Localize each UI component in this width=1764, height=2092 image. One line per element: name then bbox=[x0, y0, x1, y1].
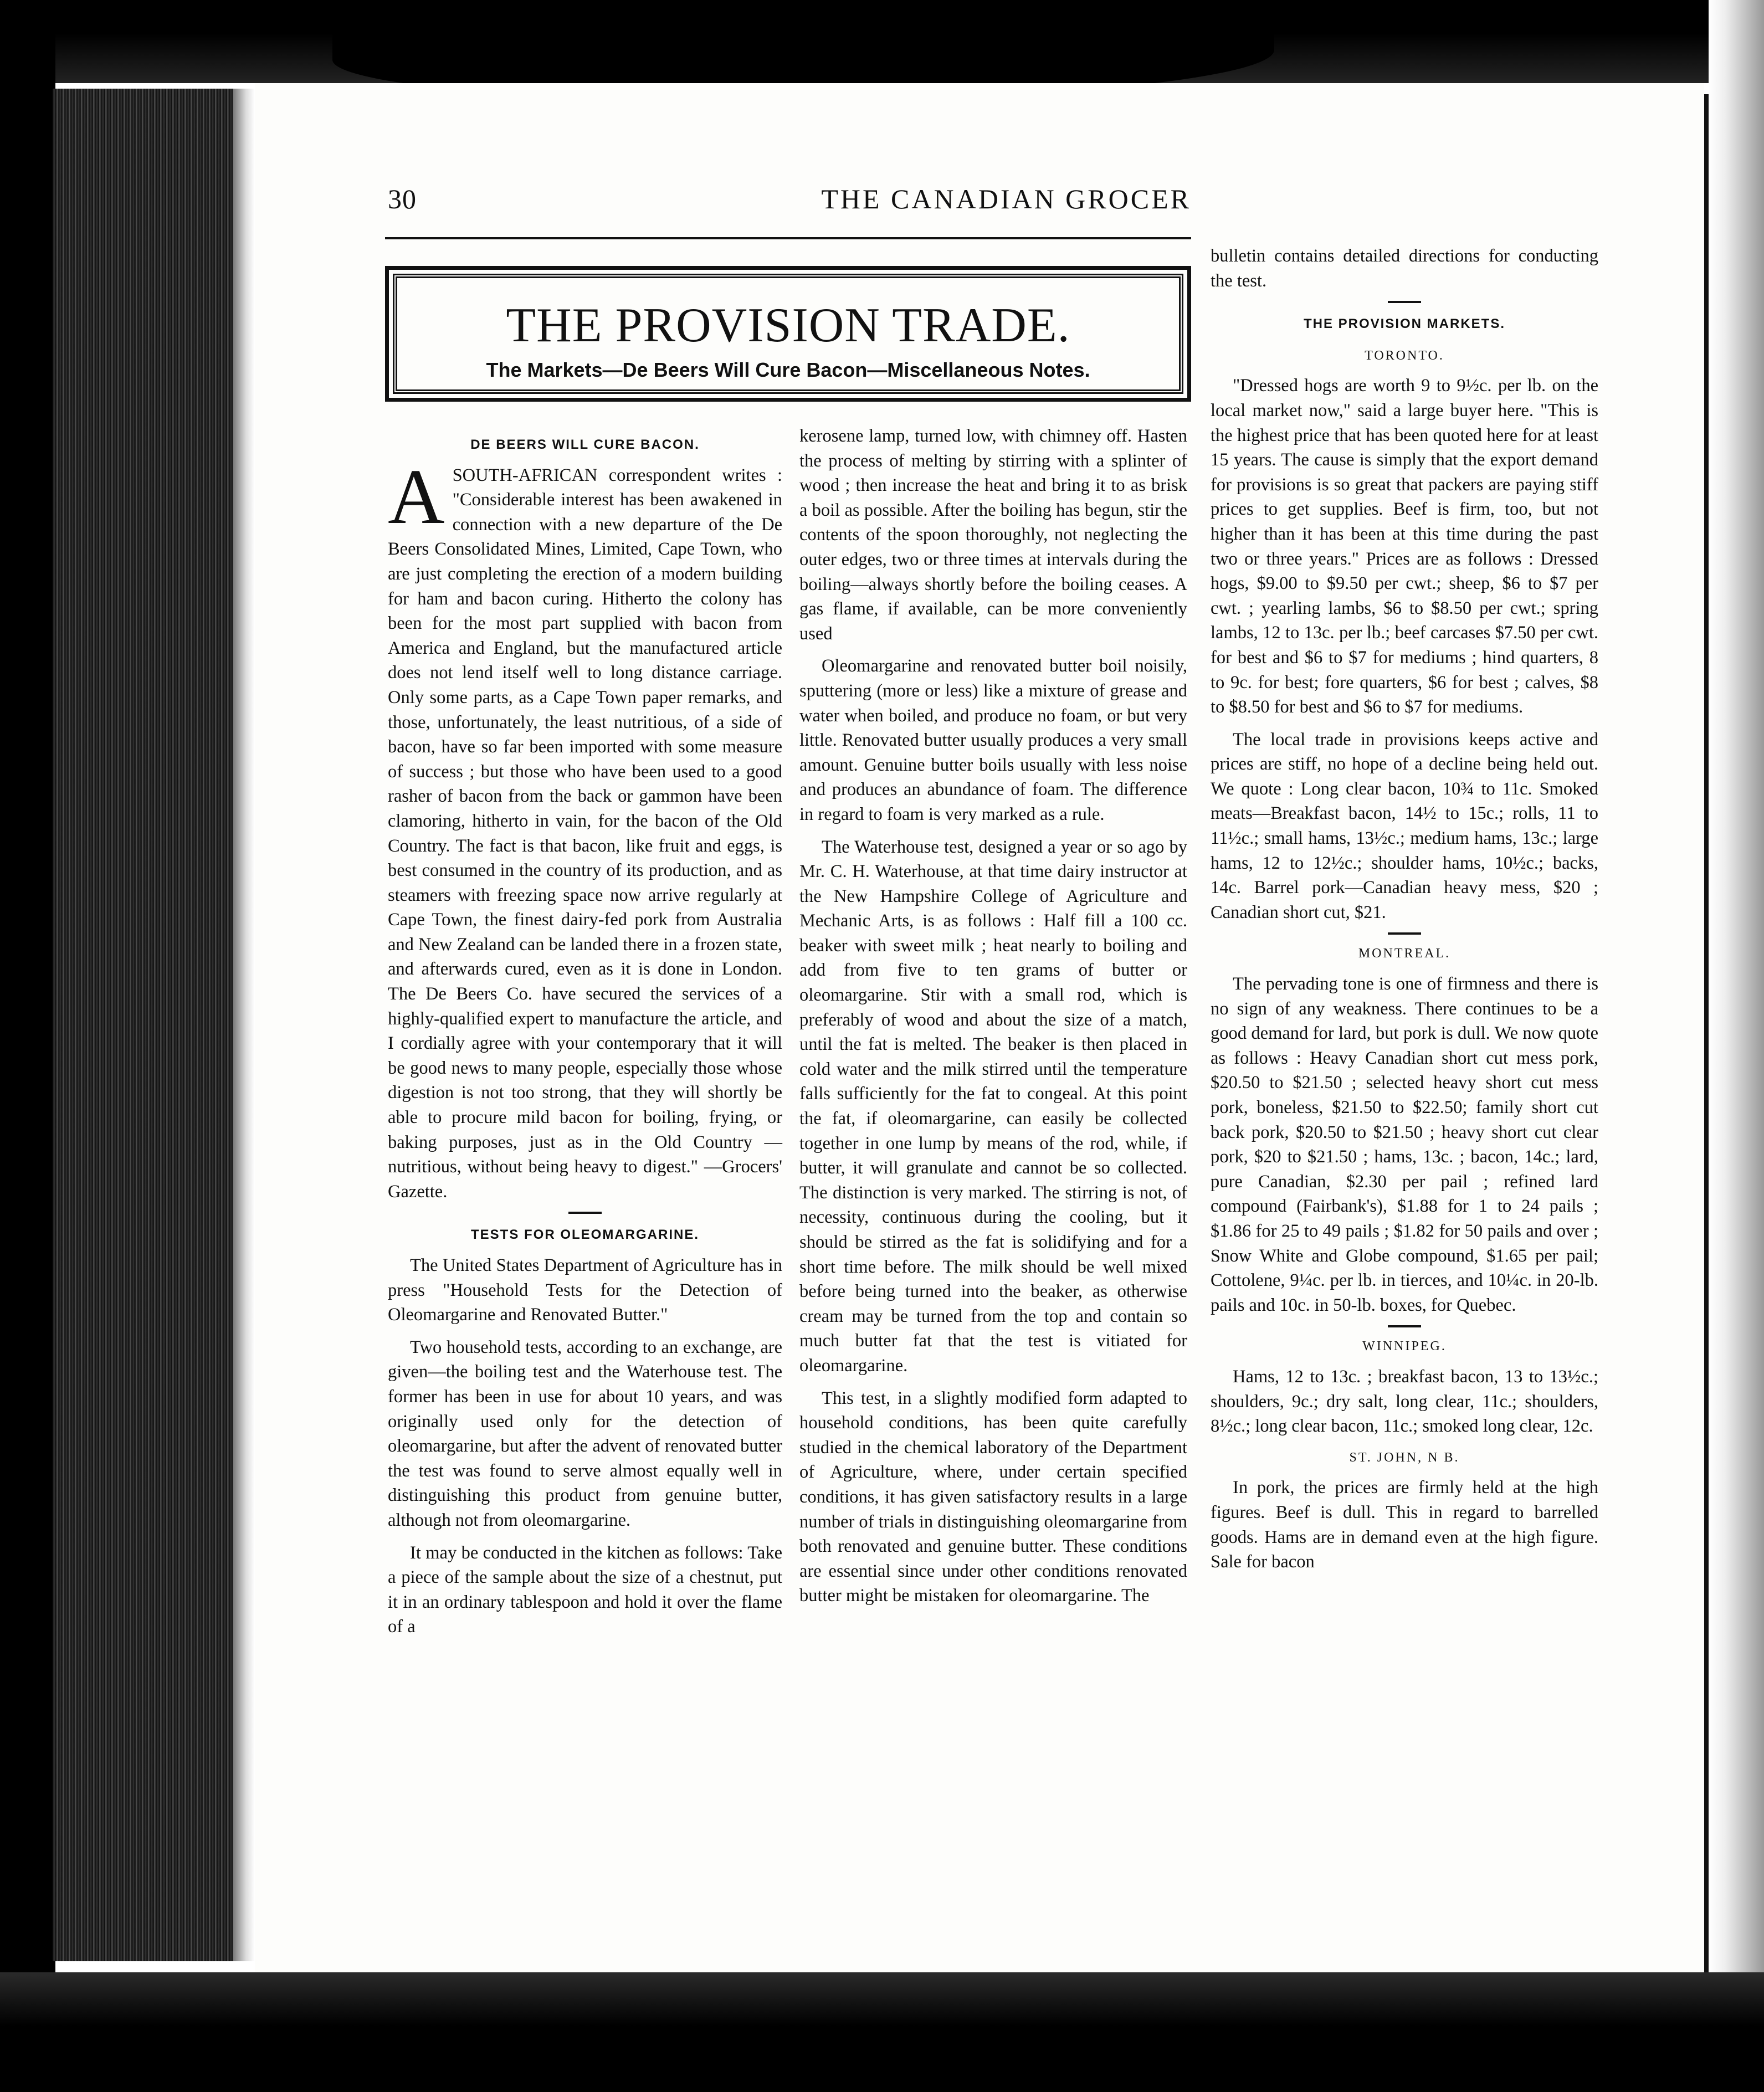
city-heading-winnipeg: WINNIPEG. bbox=[1362, 1339, 1447, 1354]
paragraph: bulletin contains detailed directions for conducting the test. bbox=[1211, 246, 1598, 291]
bottom-shadow bbox=[0, 1972, 1764, 2092]
paragraph bbox=[388, 452, 782, 1204]
drop-cap: A bbox=[388, 452, 445, 540]
paragraph: Hams, 12 to 13c. ; breakfast bacon, 13 to 13½c.; shoulders, 9c.; dry salt, long clear, 11c.; shoulders, 8½c.; long clear bacon, 11c.; smoked long clear, 12c. bbox=[1211, 1366, 1598, 1437]
book-page-edges bbox=[53, 89, 235, 1961]
right-edge-rule bbox=[1704, 94, 1709, 1989]
separator-rule bbox=[1388, 301, 1421, 303]
page-gutter bbox=[233, 89, 255, 1961]
section-heading-debeers: DE BEERS WILL CURE BACON. bbox=[470, 437, 700, 452]
paragraph: The Waterhouse test, designed a year or so ago by Mr. C. H. Waterhouse, at that time dairy instructor at the New Hampshire College of Agriculture and Mechanic Arts, is as follows : Half fill a 100 cc. beaker with sweet milk ; heat nearly to boiling and add from five to ten grams of butter or oleomargarine. Stir with a small rod, which is preferably of wood and about the size of a match, until the fat is melted. The beaker is then placed in cold water and the milk stirred until the temperature falls sufficiently for the fat to congeal. At this point the fat, if oleomargarine, can easily be collected together in one lump by means of the rod, while, if butter, it will granulate and cannot be so collected. The distinction is very marked. The stirring is not, of necessity, continuous during the cooling, but it should be stirred as the fat is solidifying and for a short time before. The milk should be well mixed before being turned into the beaker, as otherwise cream may be turned from the top and contain so much butter fat that the test is vitiated for oleomargarine. bbox=[799, 837, 1187, 1376]
city-heading-stjohn: ST. JOHN, N B. bbox=[1349, 1450, 1460, 1465]
paragraph: In pork, the prices are firmly held at the high figures. Beef is dull. This in regard to barrelled goods. Hams are in demand even at the high figure. Sale for bacon bbox=[1211, 1478, 1598, 1572]
paragraph: kerosene lamp, turned low, with chimney off. Hasten the process of melting by stirring with a splinter of wood ; then increase the heat and bring it to as brisk a boil as possible. After the boiling has begun, stir the contents of the spoon thoroughly, not neglecting the outer edges, two or three times at intervals during the boiling—always shortly before the boiling ceases. A gas flame, if available, can be more conveniently used bbox=[799, 426, 1187, 644]
right-margin bbox=[1709, 0, 1764, 2092]
left-shadow bbox=[0, 0, 55, 2092]
page-header bbox=[388, 183, 1191, 216]
column-1 bbox=[388, 424, 782, 1639]
column-2 bbox=[799, 424, 1187, 1608]
section-heading-markets: THE PROVISION MARKETS. bbox=[1303, 316, 1506, 332]
city-heading-montreal: MONTREAL. bbox=[1358, 946, 1451, 961]
paragraph: "Dressed hogs are worth 9 to 9½c. per lb. on the local market now," said a large buyer here. "This is the highest price that has been quoted here for at least 15 years. The cause is simply that the export demand for provisions is so great that packers are paying stiff prices to get supplies. Beef is firm, too, but not higher than it has been at this time during the past two or three years." Prices are as follows : Dressed hogs, $9.00 to $9.50 per cwt.; sheep, $6 to $7 per cwt. ; yearling lambs, $6 to $8.50 per cwt.; spring lambs, 12 to 13c. per lb.; beef carcases $7.50 per cwt. for best and $6 to $7 for mediums ; hind quarters, 8 to 9c. for best; fore quarters, $6 for best ; calves, $8 to $8.50 for best and $6 to $7 for mediums. bbox=[1211, 376, 1598, 717]
paragraph: It may be conducted in the kitchen as follows: Take a piece of the sample about the size of a chestnut, put it in an ordinary tablespoon and hold it over the flame of a bbox=[388, 1542, 782, 1637]
paragraph: Oleomargarine and renovated butter boil noisily, sputtering (more or less) like a mixture of grease and water when boiled, and produce no foam, or but very little. Renovated butter usually produces a very small amount. Genuine butter boils usually with less noise and produces an abundance of foam. The difference in regard to foam is very marked as a rule. bbox=[799, 656, 1187, 824]
paragraph: The pervading tone is one of firmness and there is no sign of any weakness. There continues to be a good demand for lard, but pork is dull. We now quote as follows : Heavy Canadian short cut mess pork, $20.50 to $21.50 ; selected heavy short cut mess pork, boneless, $21.50 to $22.50; family short cut back pork, $20.50 to $21.50 ; heavy short cut clear pork, $20 to $21.50 ; hams, 13c. ; bacon, 14c.; lard, pure Canadian, $2.30 per pail ; refined lard compound (Fairbank's), $1.88 for 1 to 24 pails ; $1.86 for 25 to 49 pails ; $1.82 for 50 pails and over ; Snow White and Globe compound, $1.65 per pail; Cottolene, 9¼c. per lb. in tierces, and 10¼c. in 20-lb. pails and 10c. in 50-lb. boxes, for Quebec. bbox=[1211, 974, 1598, 1315]
separator-rule bbox=[568, 1212, 602, 1214]
section-heading-tests: TESTS FOR OLEOMARGARINE. bbox=[470, 1227, 699, 1243]
separator-rule bbox=[1388, 932, 1421, 935]
paragraph: The local trade in provisions keeps active and prices are stiff, no hope of a decline being held out. We quote : Long clear bacon, 10¾ to 11c. Smoked meats—Breakfast bacon, 14½ to 15c.; rolls, 11 to 11½c.; small hams, 13½c.; medium hams, 13c.; large hams, 12 to 12½c.; shoulder hams, 10½c.; backs, 14c. Barrel pork—Canadian heavy mess, $20 ; Canadian short cut, $21. bbox=[1211, 729, 1598, 922]
article-subtitle: The Markets—De Beers Will Cure Bacon—Miscellaneous Notes. bbox=[486, 358, 1090, 381]
paragraph: The United States Department of Agriculture has in press "Household Tests for the Detection of Oleomargarine and Renovated Butter." bbox=[388, 1255, 782, 1325]
header-rule bbox=[385, 237, 1191, 239]
page-number: 30 bbox=[388, 183, 417, 214]
column-3 bbox=[1211, 244, 1598, 1575]
city-heading-toronto: TORONTO. bbox=[1365, 348, 1444, 363]
paragraph: This test, in a slightly modified form adapted to household conditions, has been quite carefully studied in the chemical laboratory of the Department of Agriculture, where, under certain specified conditions, it has given satisfactory results in a large number of trials in distinguishing oleomargarine from both renovated and genuine butter. These conditions are essential since under other conditions renovated butter might be mistaken for oleomargarine. The bbox=[799, 1388, 1187, 1606]
title-box bbox=[385, 266, 1191, 402]
running-head: THE CANADIAN GROCER bbox=[821, 183, 1191, 214]
article-title: THE PROVISION TRADE. bbox=[506, 299, 1070, 352]
paragraph: Two household tests, according to an exchange, are given—the boiling test and the Waterhouse test. The former has been in use for about 10 years, and was originally used only for the detection of oleomargarine, but after the advent of renovated butter the test was found to serve almost equally well in distinguishing this product from genuine butter, although not from oleomargarine. bbox=[388, 1337, 782, 1530]
separator-rule bbox=[1388, 1325, 1421, 1327]
paragraph-text: SOUTH-AFRICAN correspondent writes : "Considerable interest has been awakened in connection with a new departure of the De Beers Consolidated Mines, Limited, Cape Town, who are just completing the erection of a modern building for ham and bacon curing. Hitherto the colony has been for the most part supplied with bacon from America and England, but the manufactured article does not lend itself well to long distance carriage. Only some parts, as a Cape Town paper remarks, and those, unfortunately, the least nutritious, of a side of bacon, have so far been imported with some measure of success ; but those who have been used to a good rasher of bacon from the back or gammon have been clamoring, hitherto in vain, for the bacon of the Old Country. The fact is that bacon, like fruit and eggs, is best consumed in the country of its production, and as steamers with freezing space now arrive regularly at Cape Town, the finest dairy-fed pork from Australia and New Zealand can be landed there in a frozen state, and afterwards cured, even as it is done in London. The De Beers Co. have secured the services of a highly-qualified expert to manufacture the article, and I cordially agree with your contemporary that it will be good news to many people, especially those whose digestion is not too strong, that they will shortly be able to procure mild bacon for boiling, frying, or baking purposes, just as in the Old Country —nutritious, without being heavy to digest." —Grocers' Gazette. bbox=[388, 465, 782, 1202]
